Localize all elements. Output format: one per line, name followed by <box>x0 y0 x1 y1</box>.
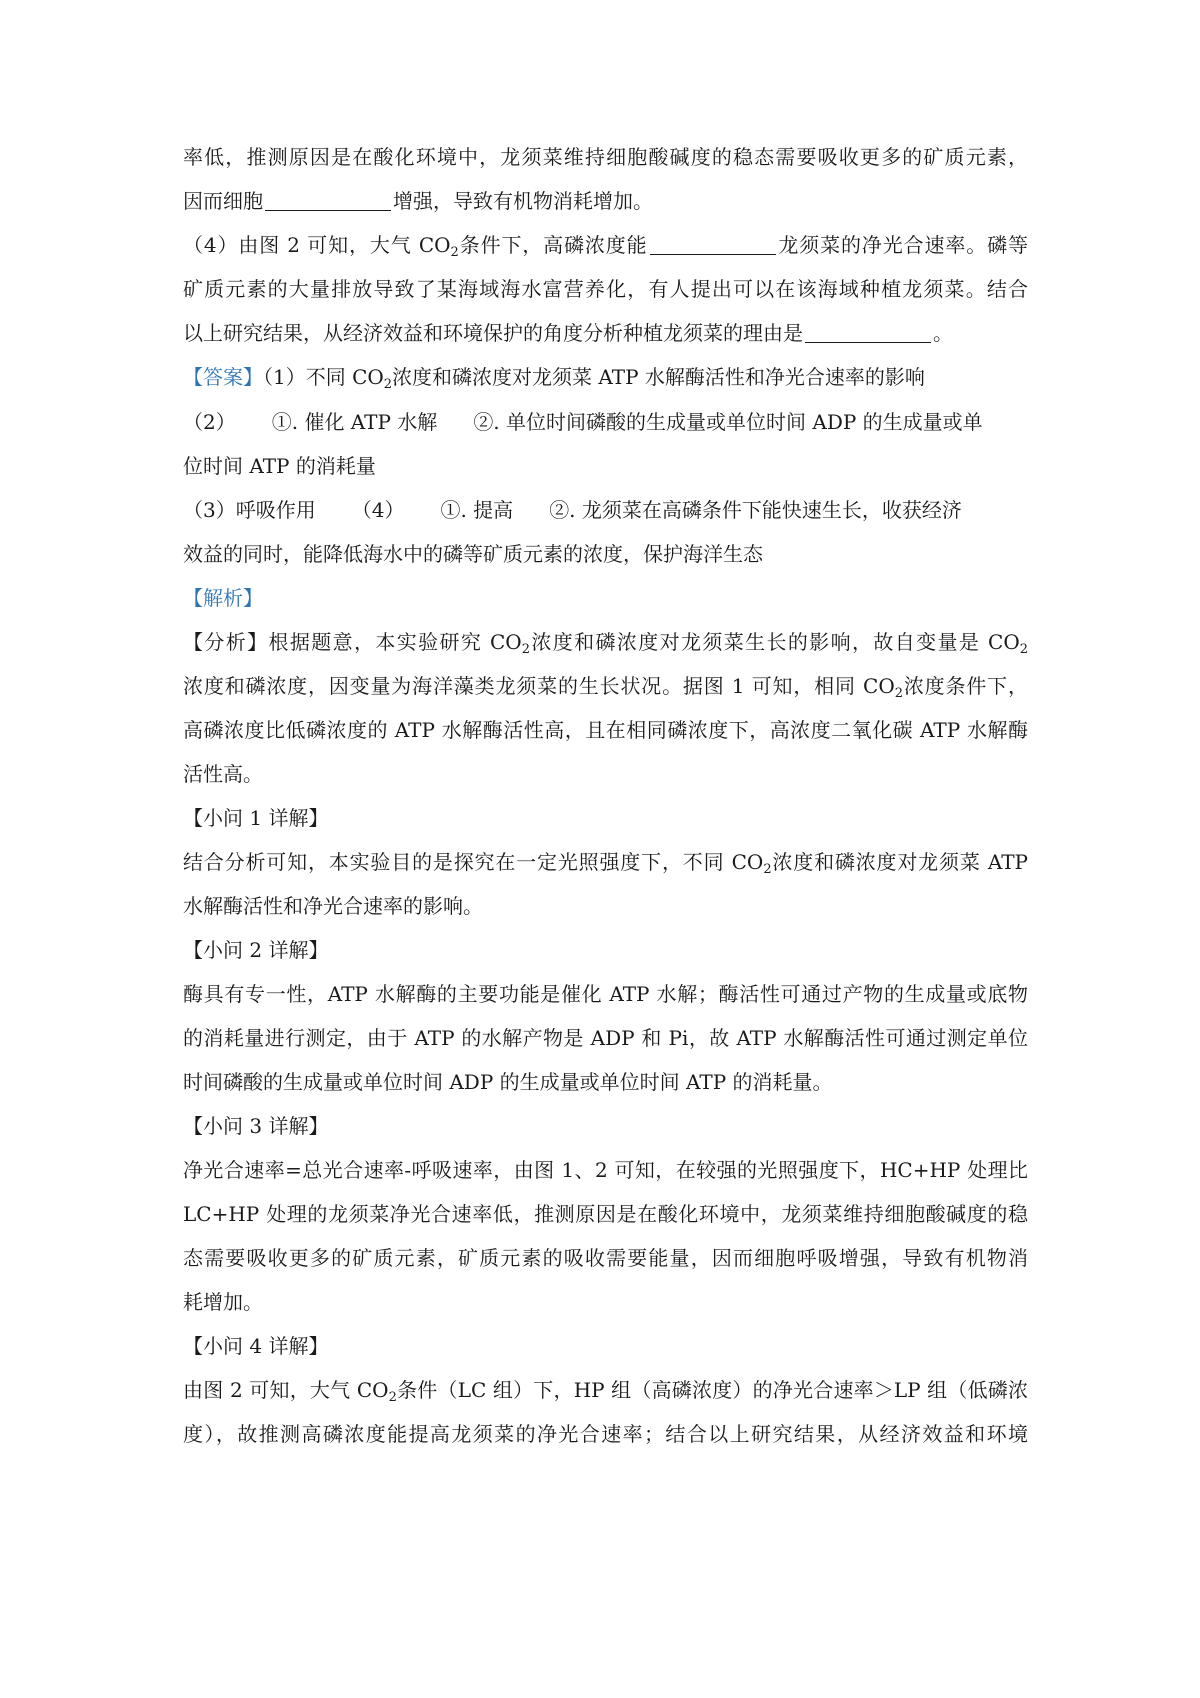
text-line: 的消耗量进行测定，由于 ATP 的水解产物是 ADP 和 Pi，故 ATP 水解酶活性可通过测定单位 <box>183 1026 1028 1050</box>
text-line: （4）由图 2 可知，大气 $CO_2$条件下，高磷浓度能 龙须菜的净光合速率。磷等 <box>183 233 1028 260</box>
section-heading: 【小问 1 详解】 <box>183 806 329 830</box>
answer-line: 【答案】（1）不同 $CO_2$浓度和磷浓度对龙须菜 ATP 水解酶活性和净光合速率的影响 <box>183 365 925 392</box>
text-line: 时间磷酸的生成量或单位时间 ADP 的生成量或单位时间 ATP 的消耗量。 <box>183 1070 833 1094</box>
text-line: 【分析】根据题意，本实验研究 $CO_2$浓度和磷浓度对龙须菜生长的影响，故自变量是 $CO_2$ <box>183 630 1029 657</box>
text-line: 因而细胞 增强，导致有机物消耗增加。 <box>183 189 653 213</box>
section-heading: 【小问 3 详解】 <box>183 1114 329 1138</box>
answer-blank <box>805 322 931 343</box>
text-line: 态需要吸收更多的矿质元素，矿质元素的吸收需要能量，因而细胞呼吸增强，导致有机物消 <box>183 1246 1028 1270</box>
text-line: 由图 2 可知，大气 $CO_2$条件（LC 组）下，HP 组（高磷浓度）的净光合速率＞LP 组（低磷浓 <box>183 1378 1029 1405</box>
answer-blank <box>650 234 776 255</box>
text-line: 结合分析可知，本实验目的是探究在一定光照强度下，不同 $CO_2$浓度和磷浓度对龙须菜 ATP <box>183 850 1028 877</box>
section-heading: 【小问 4 详解】 <box>183 1334 329 1358</box>
text-line: 高磷浓度比低磷浓度的 ATP 水解酶活性高，且在相同磷浓度下，高浓度二氧化碳 ATP 水解酶 <box>183 718 1028 742</box>
answer-line: （2） ①. 催化 ATP 水解 ②. 单位时间磷酸的生成量或单位时间 ADP 的生成量或单 <box>183 410 983 434</box>
text-line: 矿质元素的大量排放导致了某海域海水富营养化，有人提出可以在该海域种植龙须菜。结合 <box>183 277 1028 301</box>
answer-blank <box>265 190 391 211</box>
text-line: 以上研究结果，从经济效益和环境保护的角度分析种植龙须菜的理由是 。 <box>183 321 953 345</box>
text-line: 浓度和磷浓度，因变量为海洋藻类龙须菜的生长状况。据图 1 可知，相同 $CO_2$浓度条件下， <box>183 674 1028 701</box>
text-line: 度），故推测高磷浓度能提高龙须菜的净光合速率；结合以上研究结果，从经济效益和环境 <box>183 1422 1028 1446</box>
section-heading: 【小问 2 详解】 <box>183 938 329 962</box>
answer-line: （3）呼吸作用 （4） ①. 提高 ②. 龙须菜在高磷条件下能快速生长，收获经济 <box>183 498 962 522</box>
analysis-heading: 【解析】 <box>183 586 263 610</box>
answer-line: 效益的同时，能降低海水中的磷等矿质元素的浓度，保护海洋生态 <box>183 542 763 566</box>
text-line: 酶具有专一性，ATP 水解酶的主要功能是催化 ATP 水解；酶活性可通过产物的生成量或底物 <box>183 982 1028 1006</box>
text-line: 耗增加。 <box>183 1290 263 1314</box>
text-line: 活性高。 <box>183 762 263 786</box>
text-line: LC+HP 处理的龙须菜净光合速率低，推测原因是在酸化环境中，龙须菜维持细胞酸碱度的稳 <box>183 1202 1028 1226</box>
text-line: 净光合速率=总光合速率-呼吸速率，由图 1、2 可知，在较强的光照强度下，HC+HP 处理比 <box>183 1158 1028 1182</box>
text-line: 率低，推测原因是在酸化环境中，龙须菜维持细胞酸碱度的稳态需要吸收更多的矿质元素， <box>183 145 1028 169</box>
text-line: 水解酶活性和净光合速率的影响。 <box>183 894 483 918</box>
answer-line: 位时间 ATP 的消耗量 <box>183 454 376 478</box>
answer-label: 【答案】 <box>183 365 263 389</box>
